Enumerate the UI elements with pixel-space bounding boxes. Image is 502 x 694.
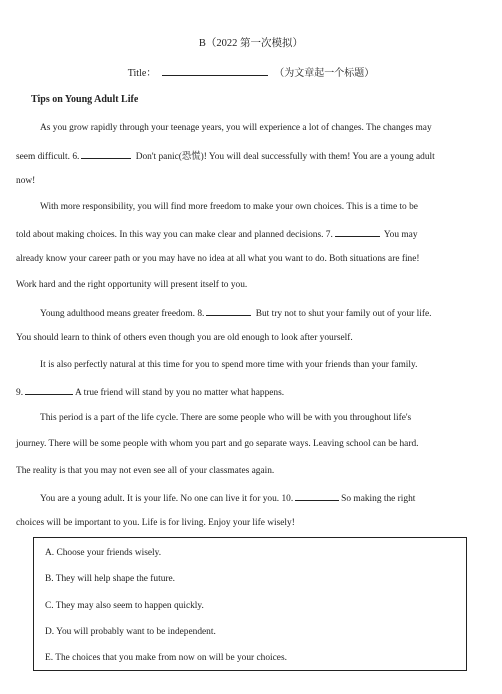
para1-line2-start: seem difficult. 6.	[16, 152, 80, 162]
para6-line1	[40, 491, 415, 505]
blank-8[interactable]	[206, 306, 251, 316]
para1-line2-end: Don't panic(恐慌)! You will deal successfully with them! You are a young adult	[135, 152, 435, 162]
para1-line2	[16, 149, 435, 163]
title-hint: （为文章起一个标题）	[274, 68, 375, 79]
blank-7[interactable]	[335, 227, 380, 237]
para2-line4: Work hard and the right opportunity will present itself to you.	[16, 280, 248, 290]
para1-line3: now!	[16, 176, 36, 186]
para2-line2	[16, 227, 418, 241]
section-header: B（2022 第一次模拟）	[198, 38, 304, 49]
title-answer-blank[interactable]	[162, 65, 268, 76]
para2-line2-end: You may	[383, 230, 418, 240]
option-b: B. They will help shape the future.	[45, 574, 176, 584]
para3-line1-end: But try not to shut your family out of your life.	[255, 309, 432, 319]
option-d: D. You will probably want to be independent.	[45, 627, 216, 637]
title-label: Title：	[127, 68, 157, 79]
option-e: E. The choices that you make from now on will be your choices.	[45, 653, 287, 663]
para6-line1-end: So making the right	[341, 494, 416, 504]
title-prompt	[0, 65, 502, 81]
option-c: C. They may also seem to happen quickly.	[45, 601, 204, 611]
para6-line1-start: You are a young adult. It is your life. No one can live it for you. 10.	[40, 494, 294, 504]
passage-heading: Tips on Young Adult Life	[31, 94, 139, 105]
blank-6[interactable]	[81, 149, 131, 159]
para6-line2: choices will be important to you. Life is for living. Enjoy your life wisely!	[16, 518, 295, 528]
blank-10[interactable]	[295, 491, 339, 501]
option-a: A. Choose your friends wisely.	[45, 548, 162, 558]
blank-9[interactable]	[25, 385, 73, 395]
para5-line1: This period is a part of the life cycle. There are some people who will be with you throughout life's	[40, 413, 412, 423]
para4-line2-end: A true friend will stand by you no matter what happens.	[75, 388, 285, 398]
para2-line2-start: told about making choices. In this way you can make clear and planned decisions. 7.	[16, 230, 333, 240]
para2-line3: already know your career path or you may have no idea at all what you want to do. Both situations are fine!	[16, 254, 420, 264]
para2-line1: With more responsibility, you will find more freedom to make your own choices. This is a time to be	[40, 202, 418, 212]
para3-line1	[40, 306, 431, 320]
para5-line3: The reality is that you may not even see all of your classmates again.	[16, 466, 275, 476]
para4-line2	[16, 385, 284, 399]
para4-line2-start: 9.	[16, 388, 24, 398]
para4-line1: It is also perfectly natural at this time for you to spend more time with your friends than your family.	[40, 360, 418, 370]
para1-line1: As you grow rapidly through your teenage years, you will experience a lot of changes. The changes may	[40, 123, 432, 133]
options-box	[33, 537, 467, 671]
para3-line2: You should learn to think of others even though you are old enough to look after yourself.	[16, 333, 353, 343]
para3-line1-start: Young adulthood means greater freedom. 8.	[40, 309, 205, 319]
para5-line2: journey. There will be some people with whom you part and go separate ways. Leaving school can be hard.	[16, 439, 419, 449]
